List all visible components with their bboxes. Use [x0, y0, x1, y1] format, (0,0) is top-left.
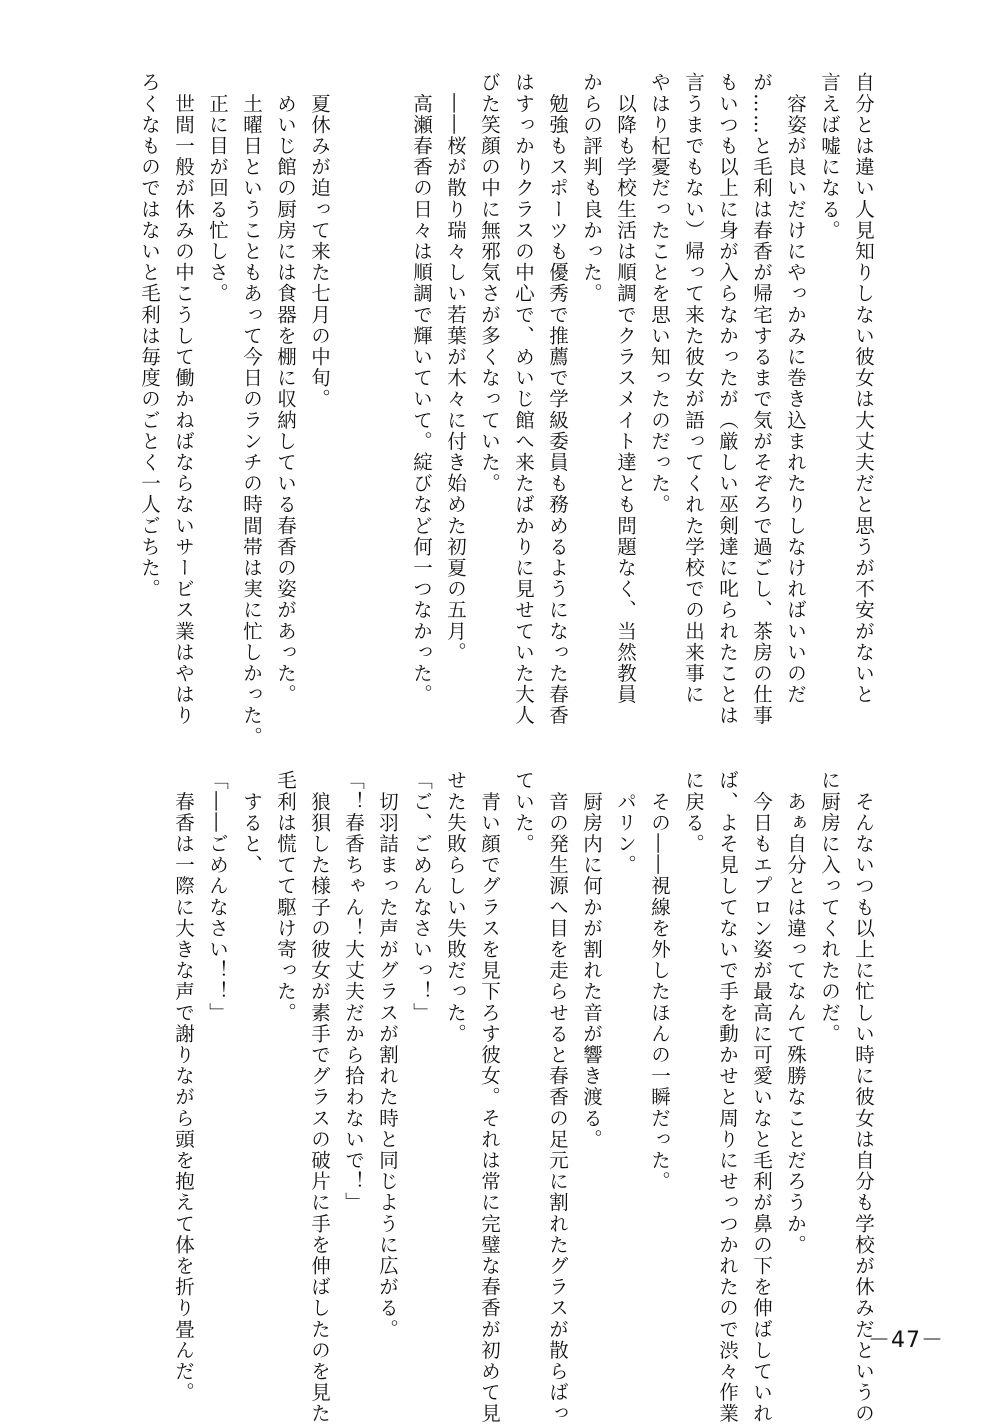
- body-text-line: 音の発生源へ目を走らせると春香の足元に割れたグラスが散らばっ: [546, 770, 569, 1424]
- body-text-line: パリン。: [614, 770, 637, 876]
- body-text-line: 言えば嘘になる。: [818, 72, 841, 241]
- body-text-line: その――視線を外したほんの一瞬だった。: [648, 770, 671, 1192]
- body-text-line: はすっかりクラスの中心で、めいじ館へ来たばかりに見せていた大人: [512, 72, 535, 727]
- body-text-line: [336, 72, 370, 672]
- body-text-line: 「ご、ごめんなさいっ！」: [410, 770, 433, 1024]
- body-text-line: もいつも以上に身が入らなかったが（厳しい巫剣達に叱られたことは: [716, 72, 739, 727]
- body-text-line: 勉強もスポーツも優秀で推薦で学級委員も務めるようになった春香: [546, 72, 569, 727]
- body-text-line: からの評判も良かった。: [580, 72, 603, 305]
- body-text-line: 切羽詰まった声がグラスが割れた時と同じように広がる。: [376, 770, 399, 1340]
- body-text-line: に戻る。: [682, 770, 705, 855]
- body-text-line: 狼狽した様子の彼女が素手でグラスの破片に手を伸ばしたのを見た: [308, 770, 331, 1424]
- body-text-line: すると、: [240, 770, 263, 876]
- body-text-line: 夏休みが迫って来た七月の中旬。: [308, 72, 331, 410]
- body-text-line: 「！春香ちゃん！大丈夫だから拾わないで！」: [342, 770, 365, 1214]
- body-text-line: 高瀬春香の日々は順調で輝いていて。綻びなど何一つなかった。: [410, 72, 433, 705]
- body-text-line: 厨房内に何かが割れた音が響き渡る。: [580, 770, 603, 1150]
- body-text-line: 以降も学校生活は順調でクラスメイト達とも問題なく、当然教員: [614, 72, 637, 705]
- body-text-line: びた笑顔の中に無邪気さが多くなっていた。: [478, 72, 501, 494]
- body-text-line: 青い顔でグラスを見下ろす彼女。それは常に完璧な春香が初めて見: [478, 770, 501, 1424]
- body-text-line: やはり杞憂だったことを思い知ったのだった。: [648, 72, 671, 516]
- body-text-line: [370, 72, 404, 672]
- body-text-line: 自分とは違い人見知りしない彼女は大丈夫だと思うが不安がないと: [852, 72, 875, 705]
- body-text-line: 春香は一際に大きな声で謝りながら頭を抱えて体を折り畳んだ。: [172, 770, 195, 1403]
- page-number: －47－: [868, 1328, 944, 1353]
- body-text-line: ば、よそ見してないで手を動かせと周りにせっつかれたので渋々作業: [716, 770, 739, 1424]
- body-text-line: 容姿が良いだけにやっかみに巻き込まれたりしなければいいのだ: [784, 72, 807, 705]
- body-text-line: 土曜日ということもあって今日のランチの時間帯は実に忙しかった。: [240, 72, 263, 748]
- body-text-line: あぁ自分とは違ってなんて殊勝なことだろうか。: [784, 770, 807, 1256]
- body-text-line: めいじ館の厨房には食器を棚に収納している春香の姿があった。: [274, 72, 297, 705]
- text-block-bottom: [166, 770, 880, 1424]
- body-text-line: 言うまでもない）帰って来た彼女が語ってくれた学校での出来事に: [682, 72, 705, 705]
- body-text-line: ろくなものではないと毛利は毎度のごとく一人ごちた。: [138, 72, 161, 600]
- body-text-line: に厨房に入ってくれたのだ。: [818, 770, 841, 1045]
- text-block-top: [132, 72, 880, 748]
- body-text-line: せた失敗らしい失敗だった。: [444, 770, 467, 1045]
- body-text-line: 今日もエプロン姿が最高に可愛いなと毛利が鼻の下を伸ばしていれ: [750, 770, 773, 1424]
- body-text-line: 正に目が回る忙しさ。: [206, 72, 229, 305]
- body-text-line: 毛利は慌てて駆け寄った。: [274, 770, 297, 1024]
- body-text-line: が……と毛利は春香が帰宅するまで気がそぞろで過ごし、茶房の仕事: [750, 72, 773, 727]
- body-text-line: ――桜が散り瑞々しい若葉が木々に付き始めた初夏の五月。: [444, 72, 467, 663]
- body-text-line: 「――ごめんなさい！！」: [206, 770, 229, 1024]
- body-text-line: 世間一般が休みの中こうして働かねばならないサービス業はやはり: [172, 72, 195, 727]
- body-text-line: そんないつも以上に忙しい時に彼女は自分も学校が休みだというの: [852, 770, 875, 1424]
- body-text-line: ていた。: [512, 770, 535, 855]
